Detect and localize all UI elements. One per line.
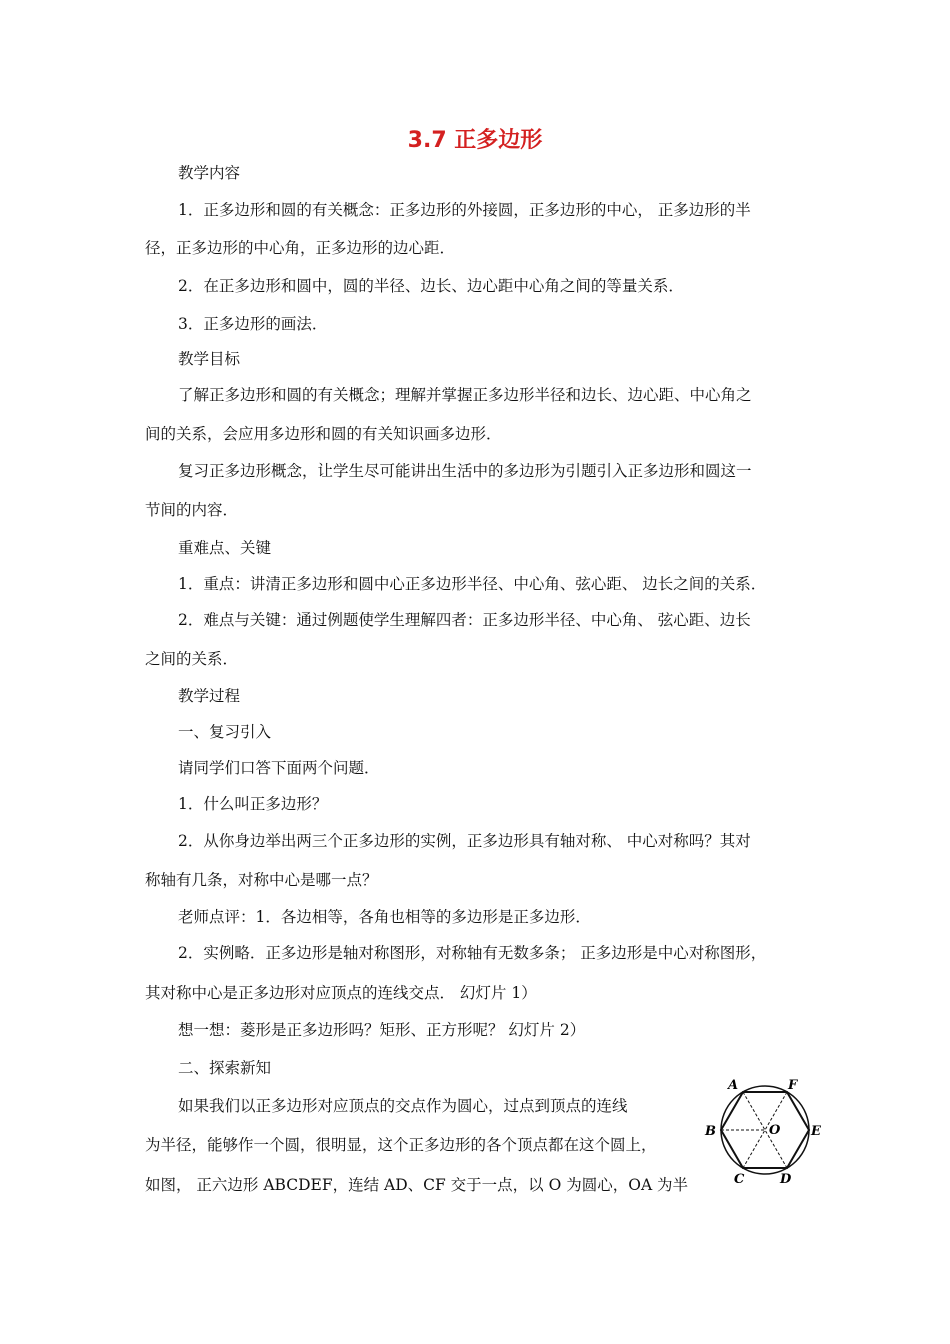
text-line: 一、复习引入 (178, 723, 272, 741)
page-title: 3.7 正多边形 (407, 128, 543, 153)
vertex-label-b: B (705, 1124, 716, 1139)
text-line: 复习正多边形概念，让学生尽可能讲出生活中的多边形为引题引入正多边形和圆这一 (178, 462, 752, 480)
text-line: 之间的关系． (145, 650, 239, 668)
text-line: 重难点、关键 (178, 539, 272, 557)
text-line: 教学内容 (178, 164, 241, 182)
text-line: 教学目标 (178, 350, 241, 368)
text-line: 想一想：菱形是正多边形吗？矩形、正方形呢？ 幻灯片 2） (178, 1021, 586, 1039)
vertex-label-c: C (734, 1172, 745, 1187)
text-line: 请同学们口答下面两个问题． (178, 759, 380, 777)
text-line: 间的关系，会应用多边形和圆的有关知识画多边形． (145, 425, 502, 443)
text-line: 1．正多边形和圆的有关概念：正多边形的外接圆，正多边形的中心， 正多边形的半 (178, 201, 751, 219)
text-line: 教学过程 (178, 687, 241, 705)
text-line: 2．实例略．正多边形是轴对称图形，对称轴有无数多条； 正多边形是中心对称图形， (178, 944, 767, 962)
text-line: 老师点评：1．各边相等，各角也相等的多边形是正多边形． (178, 908, 591, 926)
text-line: 2．难点与关键：通过例题使学生理解四者：正多边形半径、中心角、 弦心距、边长 (178, 611, 751, 629)
text-line: 称轴有几条，对称中心是哪一点？ (145, 871, 378, 889)
vertex-label-a: A (728, 1078, 739, 1093)
text-line: 1．重点：讲清正多边形和圆中心正多边形半径、中心角、弦心距、 边长之间的关系． (178, 575, 767, 593)
vertex-label-d: D (780, 1172, 792, 1187)
text-line: 如果我们以正多边形对应顶点的交点作为圆心，过点到顶点的连线 (178, 1097, 628, 1115)
text-line: 二、探索新知 (178, 1059, 272, 1077)
text-line: 节间的内容． (145, 501, 239, 519)
text-line: 如图， 正六边形 ABCDEF，连结 AD、CF 交于一点，以 O 为圆心，OA 为半 (145, 1176, 689, 1194)
text-line: 其对称中心是正多边形对应顶点的连线交点． 幻灯片 1） (145, 984, 537, 1002)
text-line: 径，正多边形的中心角，正多边形的边心距． (145, 239, 456, 257)
center-label-o: O (769, 1123, 781, 1138)
vertex-label-e: E (811, 1124, 821, 1139)
text-line: 3．正多边形的画法． (178, 315, 328, 333)
text-line: 2．从你身边举出两三个正多边形的实例，正多边形具有轴对称、 中心对称吗？其对 (178, 832, 751, 850)
text-line: 了解正多边形和圆的有关概念；理解并掌握正多边形半径和边长、边心距、中心角之 (178, 386, 752, 404)
vertex-label-f: F (788, 1078, 798, 1093)
hexagon-circle-figure (700, 1075, 830, 1190)
text-line: 1．什么叫正多边形？ (178, 795, 328, 813)
text-line: 为半径，能够作一个圆，很明显，这个正多边形的各个顶点都在这个圆上， (145, 1136, 657, 1154)
text-line: 2．在正多边形和圆中，圆的半径、边长、边心距中心角之间的等量关系． (178, 277, 684, 295)
